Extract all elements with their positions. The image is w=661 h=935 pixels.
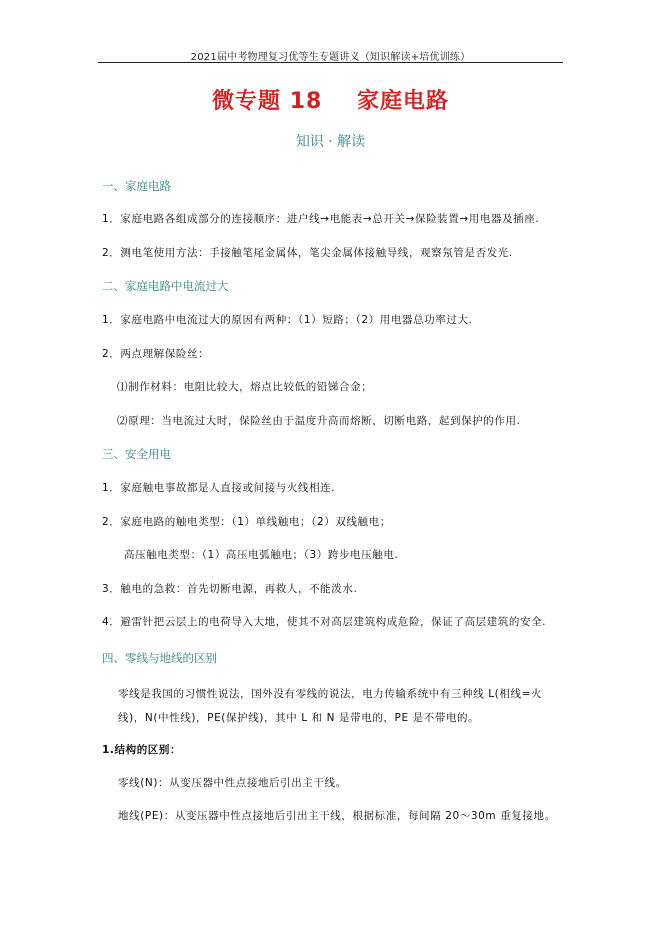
- page-title: 微专题 18 家庭电路: [212, 89, 449, 114]
- paragraph: 2．测电笔使用方法：手接触笔尾金属体，笔尖金属体接触导线，观察氖管是否发光.: [102, 247, 513, 259]
- section-heading: 四、零线与地线的区别: [102, 651, 217, 665]
- paragraph: 零线是我国的习惯性说法，国外没有零线的说法，电力传输系统中有三种线 L(相线=火: [118, 688, 543, 700]
- paragraph: 零线(N)：从变压器中性点接地后引出主干线。: [118, 777, 347, 789]
- paragraph: ⑵原理：当电流过大时，保险丝由于温度升高而熔断，切断电路，起到保护的作用.: [117, 415, 521, 427]
- paragraph: 高压触电类型：（1）高压电弧触电；（3）跨步电压触电.: [124, 549, 399, 561]
- section-heading: 一、家庭电路: [102, 179, 171, 193]
- section-heading: 二、家庭电路中电流过大: [102, 279, 229, 293]
- header-rule: [98, 62, 563, 63]
- paragraph: 1．家庭触电事故都是人直接或间接与火线相连.: [102, 482, 336, 494]
- subheading: 1.结构的区别：: [102, 744, 182, 756]
- paragraph: 1．家庭电路中电流过大的原因有两种：（1）短路；（2）用电器总功率过大.: [102, 314, 473, 326]
- paragraph: 线)，N(中性线)，PE(保护线)，其中 L 和 N 是带电的，PE 是不带电的。: [118, 712, 480, 724]
- paragraph: 4．避雷针把云层上的电荷导入大地，使其不对高层建筑构成危险，保证了高层建筑的安全.: [102, 616, 547, 628]
- paragraph: 地线(PE)：从变压器中性点接地后引出主干线，根据标准，每间隔 20～30m 重复接地。: [118, 810, 556, 822]
- paragraph: 1．家庭电路各组成部分的连接顺序：进户线→电能表→总开关→保险装置→用电器及插座.: [102, 213, 540, 225]
- section-heading: 三、安全用电: [102, 447, 171, 461]
- running-header: 2021届中考物理复习优等生专题讲义（知识解读+培优训练）: [190, 52, 471, 63]
- paragraph: ⑴制作材料：电阻比较大，熔点比较低的铅锑合金；: [117, 381, 373, 393]
- paragraph: 2．两点理解保险丝：: [102, 348, 210, 360]
- paragraph: 3．触电的急救：首先切断电源，再救人，不能泼水.: [102, 583, 358, 595]
- page-subtitle: 知识 · 解读: [295, 134, 366, 150]
- paragraph: 2．家庭电路的触电类型：（1）单线触电；（2）双线触电；: [102, 516, 391, 528]
